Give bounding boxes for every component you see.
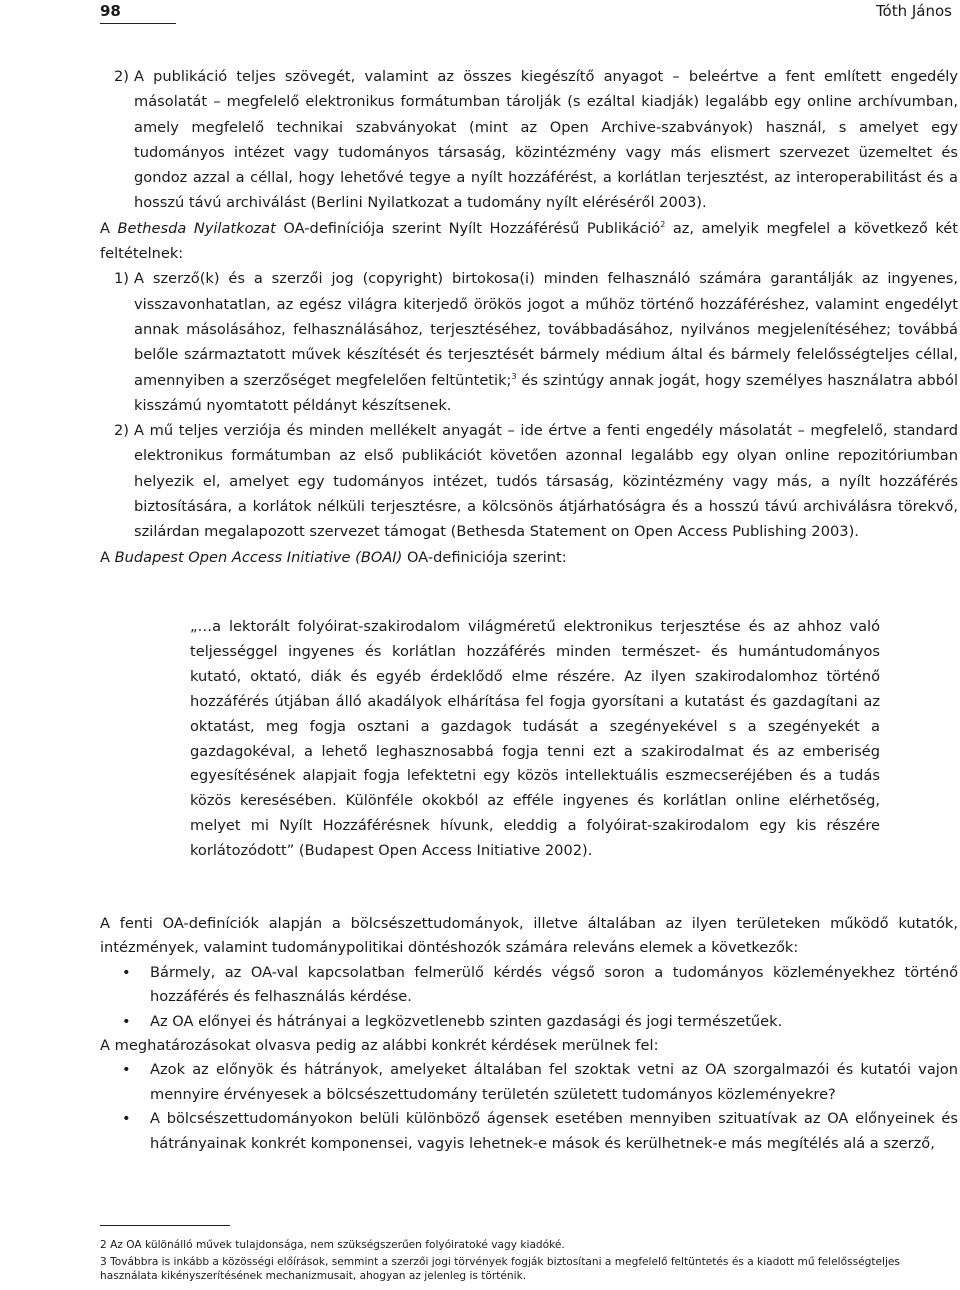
bullet-text: A bölcsészettudományokon belüli különböző ágensek esetében mennyiben szituatívak az OA előnyeinek és hátrányainak konkrét komponensei, vagyis lehetnek-e mások és kerülhetnek-e más megítélés alá a szerző, xyxy=(150,1110,958,1152)
bethesda-item-1 xyxy=(100,266,958,418)
bullet-text: Az OA előnyei és hátrányai a legközvetlenebb szinten gazdasági és jogi természetűek. xyxy=(150,1012,783,1030)
footnote-ref: 2 xyxy=(660,219,666,229)
paragraph: A fenti OA-definíciók alapján a bölcsészettudományok, illetve általában az ilyen területeken működő kutatók, intézmények, valamint tudománypolitikai döntéshozók számára releváns elemek a következők: xyxy=(100,915,958,957)
paragraph: A meghatározásokat olvasva pedig az alábbi konkrét kérdések merülnek fel: xyxy=(100,1037,659,1055)
bullet-glyph: • xyxy=(122,1110,131,1128)
footnotes xyxy=(100,1238,958,1286)
bullet-glyph: • xyxy=(122,1061,131,1079)
item-text: A mű teljes verziója és minden mellékelt anyagát – ide értve a fenti engedély másolatát – megfelelő, standard elektronikus formátumban az első publikációt követően azonnal legalább egy olyan online repozitóriumban helyezik el, amelyet egy tudományos intézet, tudós társaság, közintézmény vagy más, a nyílt hozzáférés biztosítására, a korlátok nélküli terjesztésre, a kölcsönös átjárhatóságra és a hosszú távú archiválásra törekvő, szilárdan megalapozott szervezet támogat (Bethesda Statement on Open Access Publishing 2003). xyxy=(134,422,958,541)
berlin-item-2 xyxy=(100,64,958,216)
item-number: 1) xyxy=(114,270,129,288)
text-run: A xyxy=(100,219,118,237)
running-head-author: Tóth János xyxy=(875,2,952,20)
text-run: A szerző(k) és a szerzői jog (copyright) birtokosa(i) minden felhasználó számára garantálják az ingyenes, visszavonhatatlan, az egész világra kiterjedő örökös jogot a műhöz történő hozzáféréshez, valamint engedélyt annak másolásához, felhasználásához, terjesztéséhez, továbbadásához, nyilvános megjelenítéséhez; továbbá belőle származtatott művek készítését és terjesztését bármely médium által és bármely felelősségteljes céllal, amennyiben a szerzőséget megfelelően feltüntetik; xyxy=(134,270,958,389)
bullet-text: Azok az előnyök és hátrányok, amelyeket általában fel szoktak vetni az OA szorgalmazói és kutatói vajon mennyire érvényesek a bölcsészettudomány területén született tudományos közleményekre? xyxy=(150,1061,958,1103)
text-run: és szintúgy annak jogát, hogy személyes használatra abból kisszámú nyomtatott példányt készítsenek. xyxy=(134,371,958,414)
main-text xyxy=(100,64,958,570)
page-number: 98 xyxy=(100,2,176,24)
block-quote xyxy=(190,615,880,864)
bullet-glyph: • xyxy=(122,963,131,981)
footnote-3: 3 Továbbra is inkább a közösségi előírások, semmint a szerzői jogi törvények fogják biztosítani a megfelelő feltüntetés és a kiadott mű felelősségteljes használata kikényszerítésének mechanizmusait, ahogyan az jelenleg is történik. xyxy=(100,1256,900,1282)
item-text xyxy=(134,266,958,418)
italic-title: Budapest Open Access Initiative (BOAI) xyxy=(114,548,403,566)
item-number: 2) xyxy=(114,422,129,440)
boai-intro xyxy=(100,545,958,570)
text-run: az, amelyik megfelel a következő két feltételnek: xyxy=(100,219,959,263)
page-header xyxy=(0,0,960,24)
text-run: A xyxy=(100,548,115,566)
item-text: A publikáció teljes szövegét, valamint az összes kiegészítő anyagot – beleértve a fent említett engedély másolatát – megfelelő elektronikus formátumban tárolják (s ezáltal kiadják) legalább egy online archívumban, amely megfelelő technikai szabványokat (mint az Open Archive-szabványok) használ, s amelyet egy tudományos intézet vagy tudományos társaság, közintézmény vagy más elismert szervezet üzemeltet és gondoz azzal a céllal, hogy lehetővé tegye a nyílt hozzáférést, a korlátlan terjesztést, az interoperabilitást és a hosszú távú archiválást (Berlini Nyilatkozat a tudomány nyílt eléréséről 2003). xyxy=(134,68,958,212)
conclusion-text xyxy=(100,912,958,1156)
bullet-item xyxy=(100,961,958,1010)
bullet-item xyxy=(100,1058,958,1107)
bullet-item xyxy=(100,1107,958,1156)
text-run: OA-definiciója szerint: xyxy=(402,548,567,566)
bethesda-intro xyxy=(100,216,958,267)
bullet-glyph: • xyxy=(122,1012,131,1030)
footnote-ref: 3 xyxy=(511,371,517,381)
text-run: OA-definíciója szerint Nyílt Hozzáférésű Publikáció xyxy=(275,219,661,237)
bethesda-item-2 xyxy=(100,418,958,544)
footnote-divider xyxy=(100,1225,230,1226)
item-number: 2) xyxy=(114,68,129,85)
quote-text: „…a lektorált folyóirat-szakirodalom világméretű elektronikus terjesztése és az ahhoz való teljességgel ingyenes és korlátlan hozzáférés minden természet- és humántudományos kutató, oktató, diák és egyéb érdeklődő elme részére. Az ilyen szakirodalomhoz történő hozzáférés útjában álló akadályok elhárítása fel fogja gyorsítani a kutatást és gazdagítani az oktatást, meg fogja osztani a gazdagok tudását a szegényekével s a szegényekét a gazdagokéval, a lehető leghasznosabbá fogja tenni ezt a szakirodalmat és az emberiség egyesítésének alapjait fogja lefektetni egy közös intellektuális eszmecseréjében és a tudás közös keresésében. Különféle okokból az efféle ingyenes és korlátlan online elérhetőség, melyet mi Nyílt Hozzáférésnek hívunk, eleddig a folyóirat-szakirodalom egy kis részére korlátozódott” (Budapest Open Access Initiative 2002). xyxy=(190,618,880,860)
bullet-text: Bármely, az OA-val kapcsolatban felmerülő kérdés végső soron a tudományos közleményekhez történő hozzáférés és felhasználás kérdése. xyxy=(150,963,958,1006)
footnote-2: 2 Az OA különálló művek tulajdonsága, nem szükségszerűen folyóiratoké vagy kiadóké. xyxy=(100,1239,565,1251)
bullet-item xyxy=(100,1010,958,1034)
italic-title: Bethesda Nyilatkozat xyxy=(117,219,276,237)
